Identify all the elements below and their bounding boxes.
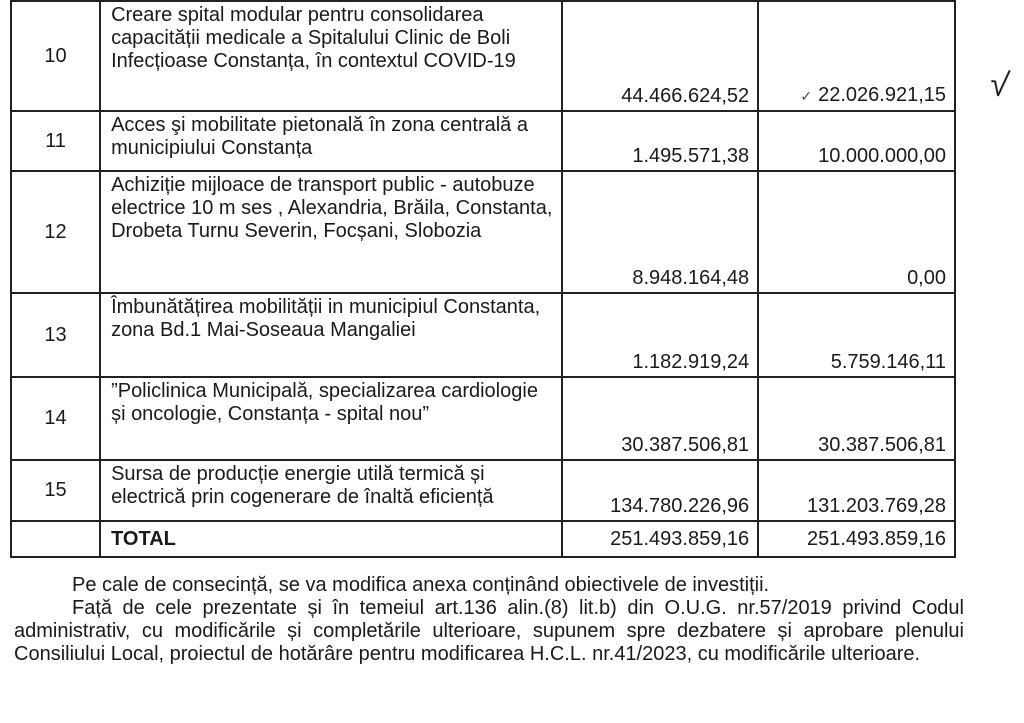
row-description: Îmbunătățirea mobilității in municipiul Constanta, zona Bd.1 Mai-Soseaua Mangaliei xyxy=(100,293,562,377)
row-value-1: 1.495.571,38 xyxy=(562,111,758,171)
table-row xyxy=(11,377,955,460)
row-description: ”Policlinica Municipală, specializarea cardiologie și oncologie, Constanța - spital nou” xyxy=(100,377,562,460)
row-value-1: 1.182.919,24 xyxy=(562,293,758,377)
total-value-1: 251.493.859,16 xyxy=(562,521,758,557)
row-number: 10 xyxy=(11,1,100,111)
check-mark-icon: ✓ xyxy=(800,88,813,104)
row-number: 15 xyxy=(11,460,100,521)
row-number: 14 xyxy=(11,377,100,460)
total-label: TOTAL xyxy=(111,527,176,550)
row-value-1: 30.387.506,81 xyxy=(562,377,758,460)
row-description: Sursa de producție energie utilă termică și electrică prin cogenerare de înaltă eficiență xyxy=(100,460,562,521)
row-value-2: 22.026.921,15 xyxy=(818,84,946,106)
row-number: 13 xyxy=(11,293,100,377)
table-row xyxy=(11,1,955,111)
paragraph-legal-basis: Față de cele prezentate și în temeiul art.136 alin.(8) lit.b) din O.U.G. nr.57/2019 privind Codul administrativ, cu modificările și completările ulterioare, supunem spre dezbatere și aprobare plenului Consiliului Local, proiectul de hotărâre pentru modificarea H.C.L. nr.41/2023, cu modificările ulterioare. xyxy=(14,597,964,665)
row-description: Acces şi mobilitate pietonală în zona centrală a municipiului Constanța xyxy=(100,111,562,171)
total-value-2: 251.493.859,16 xyxy=(758,521,955,557)
total-row xyxy=(11,521,955,557)
total-number-cell xyxy=(11,521,100,557)
handwritten-check-icon: √ xyxy=(987,64,1012,106)
total-label-cell xyxy=(100,521,562,557)
row-description: Achiziție mijloace de transport public - autobuze electrice 10 m ses , Alexandria, Brăila, Constanta, Drobeta Turnu Severin, Focșani, Slobozia xyxy=(100,171,562,293)
row-value-1: 44.466.624,52 xyxy=(562,1,758,111)
paragraph-consequence: Pe cale de consecință, se va modifica anexa conținând obiectivele de investiții. xyxy=(72,574,770,596)
table-row xyxy=(11,111,955,171)
row-number: 12 xyxy=(11,171,100,293)
row-value-2: 131.203.769,28 xyxy=(758,460,955,521)
row-number: 11 xyxy=(11,111,100,171)
table-row xyxy=(11,171,955,293)
row-value-1: 8.948.164,48 xyxy=(562,171,758,293)
row-value-1: 134.780.226,96 xyxy=(562,460,758,521)
row-value-2: 30.387.506,81 xyxy=(758,377,955,460)
row-value-2: 10.000.000,00 xyxy=(758,111,955,171)
row-value-2-cell xyxy=(758,1,955,111)
table-row xyxy=(11,460,955,521)
investment-table xyxy=(10,0,956,558)
row-value-2: 0,00 xyxy=(758,171,955,293)
row-value-2: 5.759.146,11 xyxy=(758,293,955,377)
row-description: Creare spital modular pentru consolidarea capacității medicale a Spitalului Clinic de Boli Infecțioase Constanța, în contextul COVID-19 xyxy=(100,1,562,111)
table-row xyxy=(11,293,955,377)
